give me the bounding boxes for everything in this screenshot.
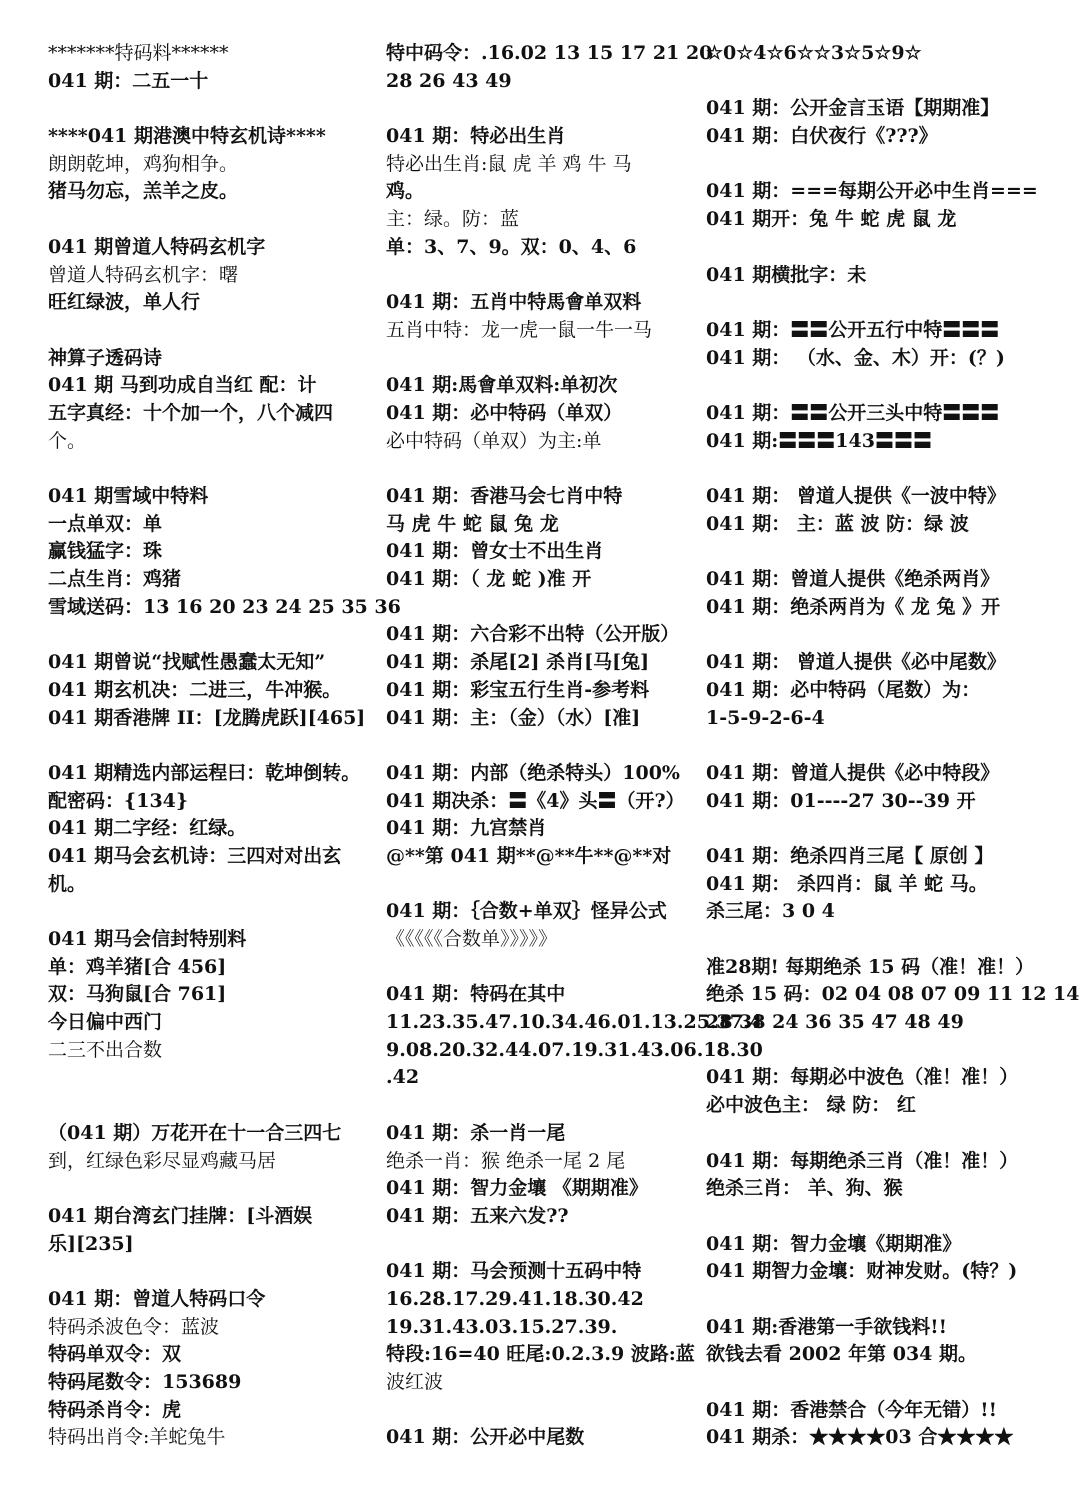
text-line: 041 期横批字：未 (706, 263, 867, 286)
text-line: 041 期:馬會单双料:单初次 (386, 374, 618, 397)
text-line: 041 期马会玄机诗：三四对对出玄 (48, 844, 342, 867)
spacer (706, 1120, 1036, 1148)
text-line: 欲钱去看 2002 年第 034 期。 (706, 1343, 978, 1366)
text-line: 041 期曾说“找赋性愚蠢太无知” (48, 651, 326, 674)
spacer (706, 1203, 1036, 1231)
text-line: 配密码：{134} (48, 789, 189, 812)
text-line: 马 虎 牛 蛇 鼠 兔 龙 (386, 512, 559, 535)
text-line: 乐][235] (48, 1232, 134, 1255)
text-line: 041 期：曾道人提供《必中特段》 (706, 761, 1000, 784)
spacer (48, 732, 373, 760)
text-line: 041 期：每期必中波色（准！准！） (706, 1066, 1019, 1089)
text-line: 041 期：香港禁合（今年无错）!! (706, 1398, 997, 1421)
text-line: *******特码料****** (48, 42, 229, 64)
column-right (706, 40, 1080, 1452)
text-line: 041 期： 曾道人提供《一波中特》 (706, 485, 1006, 507)
spacer (706, 151, 1036, 179)
text-line: 五字真经：十个加一个，八个减四 (48, 401, 334, 424)
text-line: 11.23.35.47.10.34.46.01.13.25.37.4 (386, 1011, 763, 1034)
text-line: 1-5-9-2-6-4 (706, 706, 825, 729)
text-line: 必中特码（单双）为主:单 (386, 429, 602, 452)
text-line: 28 26 43 49 (386, 69, 512, 92)
text-line: .42 (386, 1066, 420, 1089)
text-line: 主：绿。防：蓝 (386, 208, 520, 231)
text-line: 雪域送码：13 16 20 23 24 25 35 36 (48, 595, 401, 618)
text-line: 16.28.17.29.41.18.30.42 (386, 1287, 644, 1310)
text-line: 9.08.20.32.44.07.19.31.43.06.18.30 (386, 1038, 763, 1061)
text-line: ****041 期港澳中特玄机诗**** (48, 125, 326, 148)
text-line: 041 期：五肖中特馬會单双料 (386, 291, 642, 314)
text-line: 041 期台湾玄门挂牌：[斗酒娱 (48, 1204, 313, 1227)
text-line: 041 期：01----27 30--39 开 (706, 789, 976, 812)
text-line: 神算子透码诗 (48, 346, 163, 369)
text-line: 特码出肖令:羊蛇兔牛 (48, 1426, 226, 1449)
spacer (706, 455, 1036, 483)
spacer (386, 1092, 698, 1120)
text-line: 041 期：特必出生肖 (386, 125, 566, 148)
text-line: 041 期香港牌 II：[龙腾虎跃][465] (48, 706, 366, 729)
text-line: 041 期决杀：〓《4》头〓（开?） (386, 789, 685, 812)
text-line: 单：鸡羊猪[合 456] (48, 955, 227, 978)
text-line: 041 期：九宫禁肖 (386, 817, 547, 840)
text-line: 猪马勿忘，羔羊之皮。 (48, 180, 239, 203)
spacer (706, 815, 1036, 843)
text-line: 041 期：智力金壤《期期准》 (706, 1232, 962, 1255)
spacer (386, 455, 698, 483)
spacer (386, 345, 698, 373)
text-line: 041 期杀：★★★★03 合★★★★ (706, 1426, 1014, 1449)
text-line: 特码尾数令：153689 (48, 1371, 242, 1393)
text-line: 041 期：公开金言玉语【期期准】 (706, 97, 1000, 120)
text-line: 绝杀三肖： 羊、狗、猴 (706, 1177, 903, 1200)
text-line: 041 期：〓〓公开三头中特〓〓〓 (706, 401, 1000, 424)
text-line: 特码杀波色令：蓝波 (48, 1315, 220, 1338)
text-line: 杀三尾：3 0 4 (706, 900, 835, 923)
text-line: 041 期：特码在其中 (386, 983, 566, 1006)
text-line: 双：马狗鼠[合 761] (48, 983, 227, 1006)
text-line: 041 期：智力金壤 《期期准》 (386, 1177, 648, 1200)
text-line: 041 期：（ 龙 蛇 )准 开 (386, 568, 592, 591)
spacer (706, 926, 1036, 954)
text-line: 波红波 (386, 1371, 444, 1393)
text-line: 041 期：六合彩不出特（公开版） (386, 623, 680, 646)
text-line: 特必出生肖:鼠 虎 羊 鸡 牛 马 (386, 152, 632, 175)
spacer (48, 1064, 373, 1092)
spacer (706, 289, 1036, 317)
text-line: 041 期二字经：红绿。 (48, 817, 247, 840)
text-line: 个。 (48, 429, 87, 452)
spacer (48, 206, 373, 234)
text-line: 《《《《《合数单》》》》》 (386, 928, 558, 950)
text-line: 特段:16=40 旺尾:0.2.3.9 波路:蓝 (386, 1343, 695, 1366)
spacer (48, 95, 373, 123)
text-line: 041 期玄机决：二进三，牛冲猴。 (48, 678, 342, 701)
text-line: 041 期：马会预测十五码中特 (386, 1260, 642, 1283)
text-line: 朗朗乾坤，鸡狗相争。 (48, 152, 239, 175)
text-line: 041 期：绝杀两肖为《 龙 兔 》开 (706, 595, 1001, 618)
text-line: 041 期：杀一肖一尾 (386, 1121, 566, 1144)
spacer (48, 455, 373, 483)
spacer (706, 1286, 1036, 1314)
text-line: 041 期：杀尾[2] 杀肖[马[兔] (386, 651, 650, 674)
text-line: 041 期：内部（绝杀特头）100% (386, 761, 680, 784)
spacer (706, 621, 1036, 649)
text-line: 041 期： （水、金、木）开：(？) (706, 346, 1005, 369)
text-line: 单：3、7、9。双：0、4、6 (386, 235, 637, 258)
text-line: 041 期：白伏夜行《???》 (706, 125, 938, 148)
text-line: 041 期： 主：蓝 波 防：绿 波 (706, 512, 969, 535)
text-line: 041 期：曾道人特码口令 (48, 1287, 266, 1310)
text-line: 041 期：公开必中尾数 (386, 1426, 585, 1449)
text-line: 041 期： 杀四肖：鼠 羊 蛇 马。 (706, 872, 988, 895)
text-line: 041 期： 曾道人提供《必中尾数》 (706, 651, 1006, 674)
text-line: 041 期：主：（金）（水）[准] (386, 706, 641, 729)
text-line: 041 期 马到功成自当红 配：计 (48, 374, 317, 397)
spacer (386, 262, 698, 290)
text-line: 准28期! 每期绝杀 15 码（准！准！） (706, 955, 1035, 978)
text-line: 041 期：二五一十 (48, 69, 209, 92)
text-line: 鸡。 (386, 180, 425, 203)
spacer (386, 95, 698, 123)
text-line: 041 期：五来六发?? (386, 1204, 569, 1227)
spacer (48, 1175, 373, 1203)
text-line: 必中波色主： 绿 防： 红 (706, 1094, 916, 1117)
spacer (386, 594, 698, 622)
column-middle (386, 40, 763, 1452)
text-line: 28 38 24 36 35 47 48 49 (706, 1011, 964, 1034)
text-line: 041 期：绝杀四肖三尾【 原创 】 (706, 844, 994, 867)
text-line: 五肖中特：龙一虎一鼠一牛一马 (386, 318, 653, 341)
text-line: 041 期开：兔 牛 蛇 虎 鼠 龙 (706, 208, 957, 231)
spacer (386, 954, 698, 982)
column-left (48, 40, 401, 1452)
text-line: 绝杀 15 码：02 04 08 07 09 11 12 14 (706, 983, 1080, 1006)
text-line: 机。 (48, 872, 87, 895)
text-line: 特中码令：.16.02 13 15 17 21 20 (386, 42, 713, 64)
text-line: 绝杀一肖：猴 绝杀一尾 2 尾 (386, 1149, 626, 1172)
spacer (706, 732, 1036, 760)
text-line: 041 期：香港马会七肖中特 (386, 485, 623, 507)
text-line: 041 期智力金壤：财神发财。(特？) (706, 1260, 1018, 1283)
text-line: 041 期：彩宝五行生肖-参考料 (386, 678, 650, 701)
text-line: 041 期雪域中特料 (48, 485, 209, 507)
text-line: 到，红绿色彩尽显鸡藏马居 (48, 1149, 277, 1172)
text-line: 特码单双令：双 (48, 1343, 182, 1366)
spacer (48, 1092, 373, 1120)
text-line: 19.31.43.03.15.27.39. (386, 1315, 618, 1338)
text-line: 旺红绿波，单人行 (48, 291, 201, 314)
text-line: 041 期:〓〓〓143〓〓〓 (706, 429, 932, 452)
spacer (706, 1037, 1036, 1065)
text-line: 041 期：===每期公开必中生肖=== (706, 180, 1038, 203)
spacer (386, 1231, 698, 1259)
text-line: ☆0☆4☆6☆☆3☆5☆9☆ (706, 42, 922, 64)
spacer (706, 1369, 1036, 1397)
text-line: 041 期：必中特码（单双） (386, 401, 623, 424)
spacer (48, 317, 373, 345)
text-line: 曾道人特码玄机字：曙 (48, 263, 239, 286)
text-line: 041 期：〓〓公开五行中特〓〓〓 (706, 318, 1000, 341)
text-line: （041 期）万花开在十一合三四七 (48, 1121, 342, 1144)
spacer (706, 372, 1036, 400)
text-line: @**第 041 期**@**牛**@**对 (386, 844, 672, 867)
text-line: 二点生肖：鸡猪 (48, 568, 182, 591)
text-line: 今日偏中西门 (48, 1011, 163, 1034)
spacer (706, 234, 1036, 262)
spacer (48, 621, 373, 649)
text-line: 特码杀肖令：虎 (48, 1398, 182, 1421)
text-line: 041 期：每期绝杀三肖（准！准！） (706, 1149, 1019, 1172)
text-line: 041 期马会信封特别料 (48, 928, 247, 950)
text-line: 041 期精选内部运程曰：乾坤倒转。 (48, 761, 361, 784)
spacer (386, 732, 698, 760)
spacer (48, 898, 373, 926)
spacer (386, 871, 698, 899)
text-line: 041 期曾道人特码玄机字 (48, 235, 266, 258)
text-line: 041 期：曾女士不出生肖 (386, 540, 604, 563)
spacer (48, 1258, 373, 1286)
text-line: 041 期：｛合数+单双｝怪异公式 (386, 900, 667, 923)
text-line: 赢钱猛字：珠 (48, 540, 163, 563)
text-line: 041 期：必中特码（尾数）为： (706, 678, 981, 701)
text-line: 二三不出合数 (48, 1038, 163, 1061)
spacer (386, 1397, 698, 1425)
text-line: 041 期:香港第一手欲钱料!! (706, 1315, 947, 1338)
spacer (706, 68, 1036, 96)
spacer (706, 538, 1036, 566)
text-line: 041 期：曾道人提供《绝杀两肖》 (706, 568, 1000, 591)
text-line: 一点单双：单 (48, 512, 163, 535)
